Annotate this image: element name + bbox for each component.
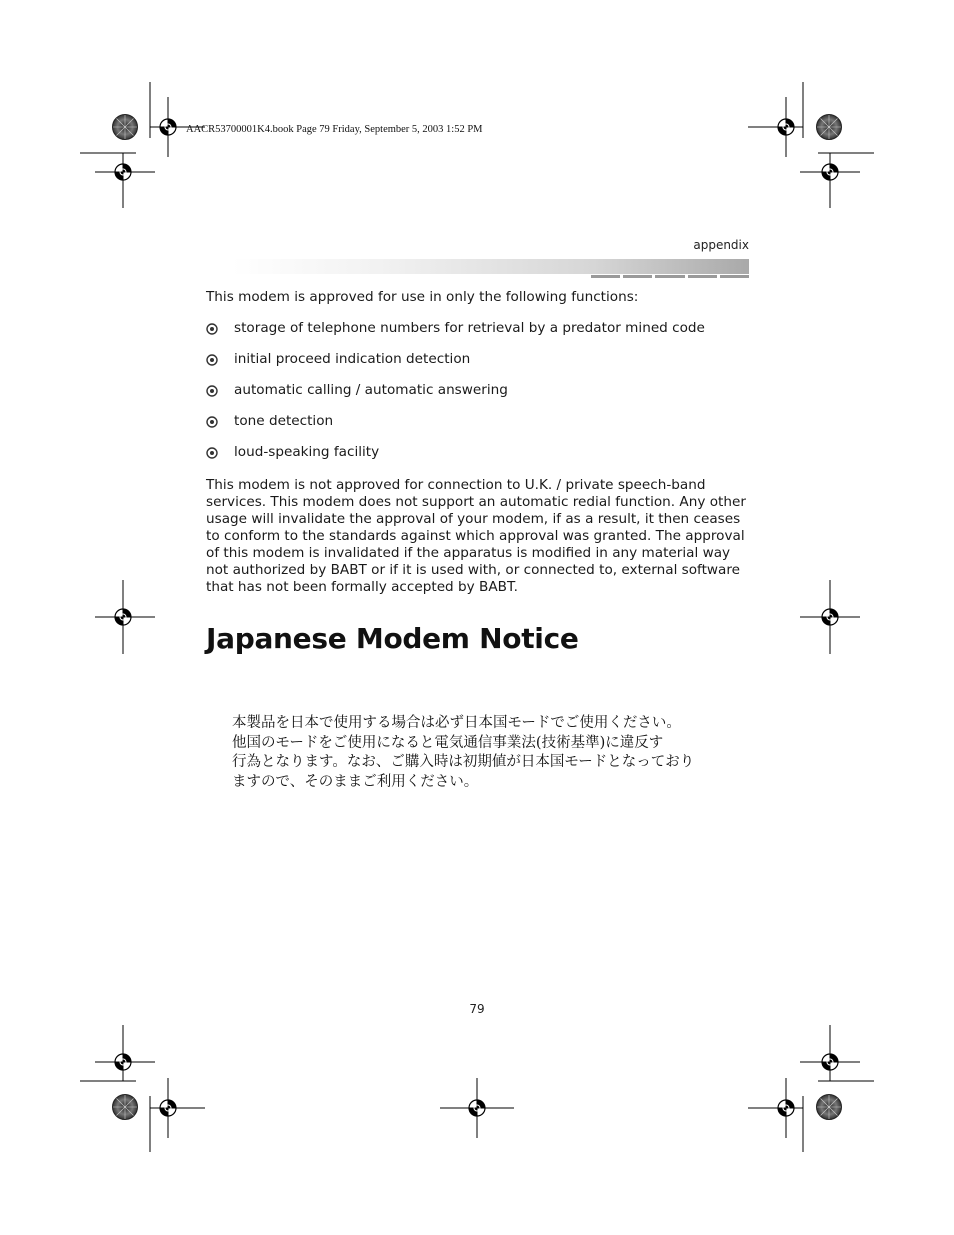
list-item-text: initial proceed indication detection (234, 351, 471, 367)
registration-mark-icon (800, 153, 874, 208)
japanese-notice-line: 行為となります。なお、ご購入時は初期値が日本国モードとなっており (232, 754, 695, 770)
list-item-text: storage of telephone numbers for retrieval by a predator mined code (234, 320, 705, 336)
page-number: 79 (469, 1002, 485, 1016)
list-item-text: tone detection (234, 413, 334, 429)
registration-mark-icon (95, 580, 155, 654)
registration-mark-icon (150, 1078, 205, 1152)
registration-mark-icon (80, 153, 155, 208)
functions-intro: This modem is approved for use in only the following functions: (206, 289, 639, 305)
functions-list (206, 320, 751, 475)
registration-mark-icon (748, 1078, 803, 1152)
japanese-notice (232, 714, 752, 792)
japanese-notice-line: 他国のモードをご使用になると電気通信事業法(技術基準)に違反す (232, 734, 664, 751)
registration-mark-icon (800, 1025, 874, 1081)
header-gradient-bar (232, 259, 749, 274)
list-item (206, 382, 751, 413)
bullet-rosette-icon (206, 447, 218, 459)
japanese-notice-line: ますので、そのままご利用ください。 (232, 773, 479, 790)
running-head: appendix (693, 238, 749, 252)
list-item (206, 351, 751, 382)
list-item-text: automatic calling / automatic answering (234, 382, 508, 398)
bullet-rosette-icon (206, 354, 218, 366)
header-tick-rule (591, 275, 749, 278)
list-item (206, 320, 751, 351)
approval-paragraph: This modem is not approved for connection to U.K. / private speech-band services. This modem does not support an automatic redial function. Any other usage will invalidate the approval of your modem, if as a result, it then ceases to conform to the standards against which approval was granted. The approval of this modem is invalidated if the apparatus is modified in any material way not authorized by BABT or if it is used with, or connected to, external software that has not been formally accepted by BABT. (206, 477, 746, 595)
section-heading: Japanese Modem Notice (206, 622, 579, 655)
registration-mark-icon (150, 82, 205, 157)
bullet-rosette-icon (206, 416, 218, 428)
print-slug: AACR53700001K4.book Page 79 Friday, September 5, 2003 1:52 PM (186, 124, 483, 135)
list-item (206, 444, 751, 475)
registration-mark-icon (800, 580, 860, 654)
list-item (206, 413, 751, 444)
list-item-text: loud-speaking facility (234, 444, 380, 460)
rosette-target-icon (817, 115, 842, 140)
registration-mark-icon (80, 1025, 155, 1081)
bullet-rosette-icon (206, 385, 218, 397)
rosette-target-icon (113, 1095, 138, 1120)
rosette-target-icon (113, 115, 138, 140)
rosette-target-icon (817, 1095, 842, 1120)
registration-mark-icon (440, 1078, 514, 1138)
bullet-rosette-icon (206, 323, 218, 335)
registration-mark-icon (748, 82, 803, 157)
japanese-notice-line: 本製品を日本で使用する場合は必ず日本国モードでご使用ください。 (232, 715, 681, 731)
